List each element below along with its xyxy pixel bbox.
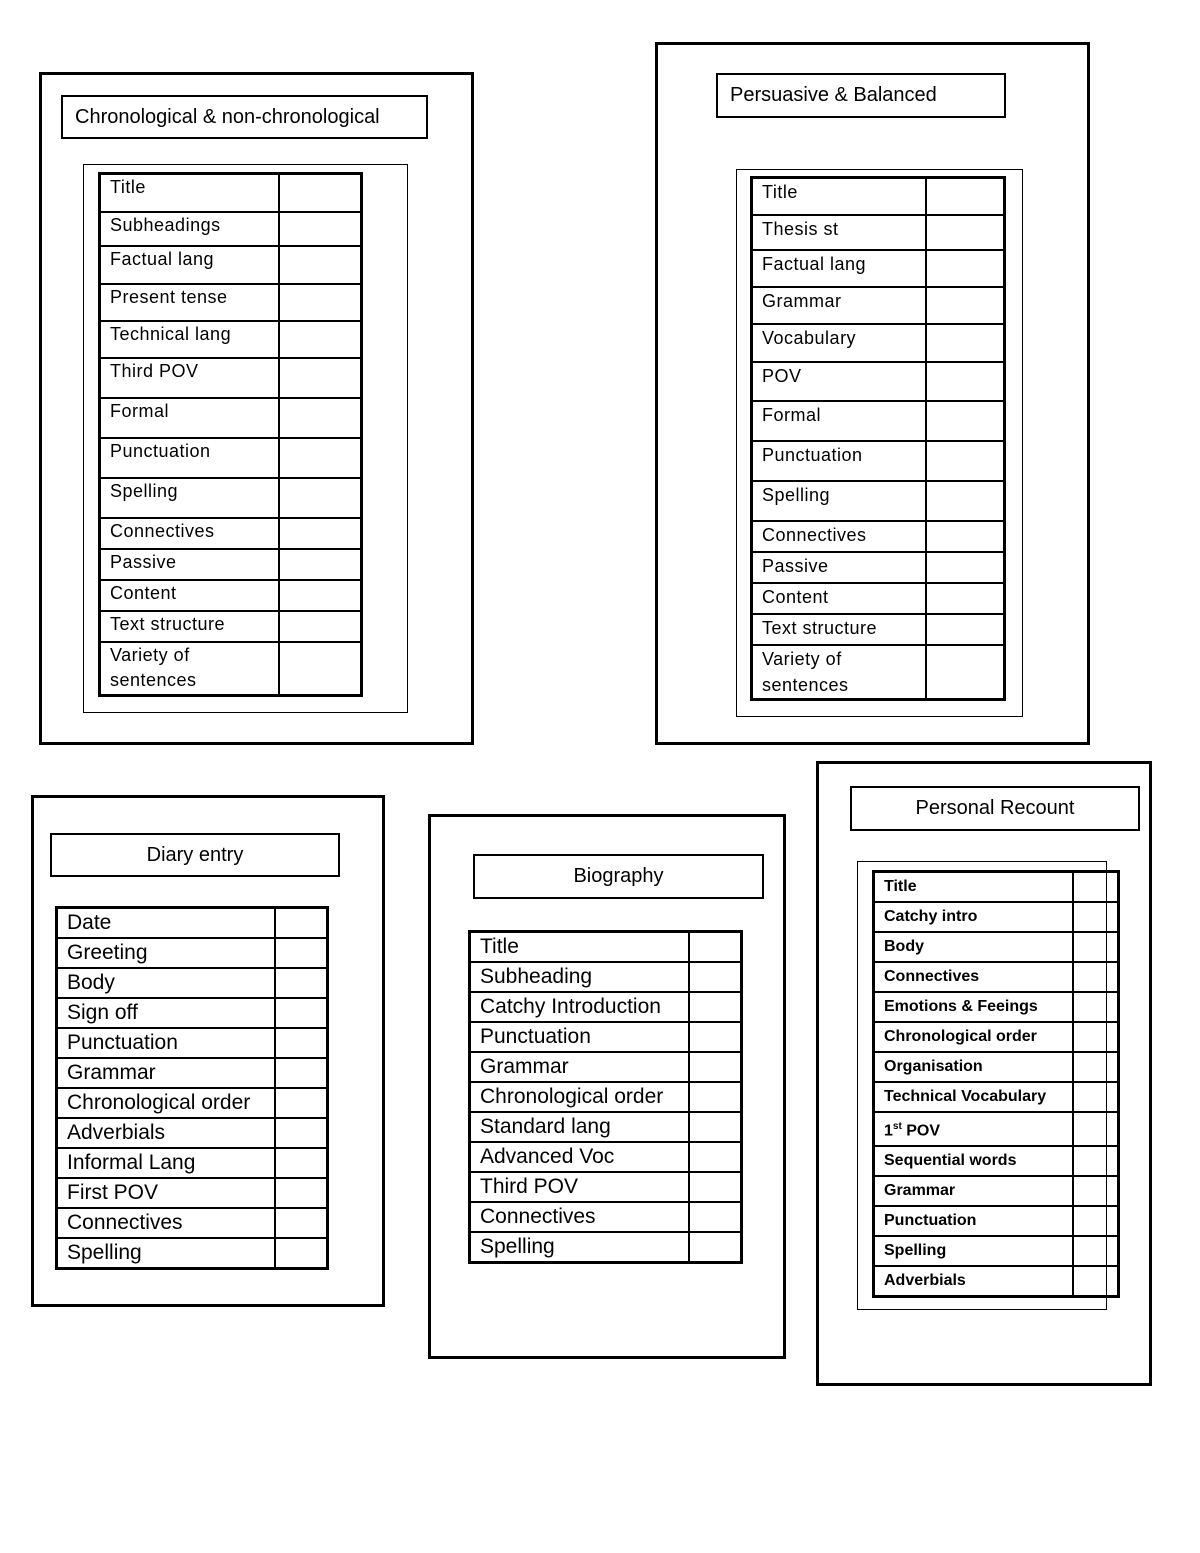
card-diary-entry [31, 795, 385, 1307]
criterion-label: Connectives [874, 962, 1073, 992]
criterion-label: Variety of sentences [100, 642, 280, 696]
criterion-label: Informal Lang [57, 1148, 275, 1178]
table-row [470, 1202, 742, 1232]
score-cell[interactable] [275, 1148, 328, 1178]
criterion-label: POV [752, 362, 927, 401]
table-row [100, 284, 362, 321]
table-row [57, 1088, 328, 1118]
table-row [100, 212, 362, 246]
score-cell[interactable] [279, 580, 361, 611]
table-row [874, 992, 1119, 1022]
table-row [57, 1208, 328, 1238]
criterion-label: Grammar [470, 1052, 689, 1082]
criterion-label: Punctuation [470, 1022, 689, 1052]
criterion-label: Content [752, 583, 927, 614]
table-row [874, 1176, 1119, 1206]
score-cell[interactable] [1073, 962, 1119, 992]
table-row [752, 362, 1005, 401]
criterion-label: Present tense [100, 284, 280, 321]
table-row [874, 932, 1119, 962]
card-persuasive [655, 42, 1090, 745]
score-cell[interactable] [689, 1052, 742, 1082]
criterion-label: Adverbials [874, 1266, 1073, 1297]
criterion-label: Connectives [470, 1202, 689, 1232]
score-cell[interactable] [279, 358, 361, 398]
table-row [470, 932, 742, 963]
card-personal-recount [816, 761, 1152, 1386]
table-row [470, 962, 742, 992]
criterion-label: Title [100, 174, 280, 212]
table-row [470, 1232, 742, 1263]
criterion-label: Organisation [874, 1052, 1073, 1082]
criterion-label: Grammar [57, 1058, 275, 1088]
score-cell[interactable] [279, 478, 361, 518]
score-cell[interactable] [279, 398, 361, 438]
criterion-label: Factual lang [752, 250, 927, 287]
criterion-label: Grammar [874, 1176, 1073, 1206]
table-row [470, 1022, 742, 1052]
score-cell[interactable] [279, 518, 361, 549]
criterion-label: Grammar [752, 287, 927, 324]
score-cell[interactable] [689, 1202, 742, 1232]
score-cell[interactable] [275, 1238, 328, 1269]
table-row [100, 478, 362, 518]
criterion-label: Passive [100, 549, 280, 580]
score-cell[interactable] [926, 481, 1004, 521]
score-cell[interactable] [926, 401, 1004, 441]
score-cell[interactable] [689, 1112, 742, 1142]
table-row [874, 962, 1119, 992]
table-row [752, 441, 1005, 481]
checklist-table [98, 172, 363, 697]
table-row [874, 1206, 1119, 1236]
table-row [752, 521, 1005, 552]
score-cell[interactable] [279, 549, 361, 580]
table-row [874, 1022, 1119, 1052]
table-row [57, 1118, 328, 1148]
pov-text: POV [901, 1122, 941, 1140]
score-cell[interactable] [689, 1022, 742, 1052]
card-title: Biography [473, 854, 764, 899]
table-row [100, 438, 362, 478]
table-row [57, 1028, 328, 1058]
criterion-label: Connectives [100, 518, 280, 549]
card-title: Personal Recount [850, 786, 1140, 831]
table-row [100, 358, 362, 398]
criterion-label: Factual lang [100, 246, 280, 284]
table-row [874, 902, 1119, 932]
table-row [57, 1178, 328, 1208]
table-row [57, 908, 328, 939]
table-row [100, 398, 362, 438]
criterion-label: Text structure [752, 614, 927, 645]
score-cell[interactable] [1073, 872, 1119, 903]
score-cell[interactable] [1073, 1022, 1119, 1052]
criterion-label: Passive [752, 552, 927, 583]
table-row [57, 1148, 328, 1178]
score-cell[interactable] [926, 441, 1004, 481]
score-cell[interactable] [275, 998, 328, 1028]
criterion-label [874, 1112, 1073, 1146]
score-cell[interactable] [275, 1028, 328, 1058]
score-cell[interactable] [279, 212, 361, 246]
criterion-label: Title [874, 872, 1073, 903]
table-row [874, 1266, 1119, 1297]
table-row [470, 1172, 742, 1202]
criterion-label: Subheading [470, 962, 689, 992]
table-row [100, 518, 362, 549]
table-row [874, 1236, 1119, 1266]
score-cell[interactable] [1073, 1146, 1119, 1176]
criterion-label: Body [874, 932, 1073, 962]
criterion-label: Technical lang [100, 321, 280, 358]
criterion-label: Third POV [100, 358, 280, 398]
score-cell[interactable] [926, 215, 1004, 250]
score-cell[interactable] [689, 962, 742, 992]
criterion-label: Chronological order [470, 1082, 689, 1112]
criterion-label: Catchy Introduction [470, 992, 689, 1022]
table-row [752, 401, 1005, 441]
score-cell[interactable] [689, 1172, 742, 1202]
score-cell[interactable] [275, 1208, 328, 1238]
criterion-label: Chronological order [874, 1022, 1073, 1052]
table-row [100, 174, 362, 212]
score-cell[interactable] [275, 1118, 328, 1148]
table-row [752, 481, 1005, 521]
criterion-label: Third POV [470, 1172, 689, 1202]
score-cell[interactable] [926, 178, 1004, 215]
criterion-label: Punctuation [752, 441, 927, 481]
score-cell[interactable] [926, 583, 1004, 614]
criterion-label: Formal [100, 398, 280, 438]
table-row [752, 178, 1005, 215]
score-cell[interactable] [275, 1178, 328, 1208]
criterion-label: Catchy intro [874, 902, 1073, 932]
score-cell[interactable] [689, 992, 742, 1022]
score-cell[interactable] [1073, 1052, 1119, 1082]
table-row [874, 1052, 1119, 1082]
criterion-label: Content [100, 580, 280, 611]
score-cell[interactable] [689, 1082, 742, 1112]
score-cell[interactable] [275, 1058, 328, 1088]
criterion-label: Greeting [57, 938, 275, 968]
card-title: Chronological & non-chronological [61, 95, 428, 139]
criterion-label: Vocabulary [752, 324, 927, 362]
score-cell[interactable] [926, 552, 1004, 583]
score-cell[interactable] [279, 284, 361, 321]
table-row [57, 998, 328, 1028]
table-row [752, 583, 1005, 614]
score-cell[interactable] [275, 968, 328, 998]
score-cell[interactable] [279, 438, 361, 478]
score-cell[interactable] [926, 645, 1004, 700]
score-cell[interactable] [275, 908, 328, 939]
score-cell[interactable] [926, 287, 1004, 324]
score-cell[interactable] [1073, 1176, 1119, 1206]
criterion-label: Title [470, 932, 689, 963]
table-row [100, 580, 362, 611]
score-cell[interactable] [279, 246, 361, 284]
criterion-label: Spelling [57, 1238, 275, 1269]
score-cell[interactable] [689, 1142, 742, 1172]
score-cell[interactable] [689, 1232, 742, 1263]
score-cell[interactable] [279, 174, 361, 212]
criterion-label: Thesis st [752, 215, 927, 250]
score-cell[interactable] [279, 321, 361, 358]
table-row [470, 1052, 742, 1082]
table-row [100, 549, 362, 580]
score-cell[interactable] [926, 521, 1004, 552]
table-row [874, 1146, 1119, 1176]
checklist-table [55, 906, 329, 1270]
criterion-label: First POV [57, 1178, 275, 1208]
card-biography [428, 814, 786, 1359]
criterion-label: Sign off [57, 998, 275, 1028]
score-cell[interactable] [1073, 1112, 1119, 1146]
table-row [57, 1238, 328, 1269]
criterion-label: Punctuation [57, 1028, 275, 1058]
score-cell[interactable] [1073, 992, 1119, 1022]
pov-number: 1 [884, 1122, 893, 1140]
score-cell[interactable] [926, 614, 1004, 645]
criterion-label: Spelling [470, 1232, 689, 1263]
score-cell[interactable] [689, 932, 742, 963]
card-chronological [39, 72, 474, 745]
table-row [100, 321, 362, 358]
score-cell[interactable] [1073, 1206, 1119, 1236]
criterion-label: Sequential words [874, 1146, 1073, 1176]
score-cell[interactable] [275, 1088, 328, 1118]
score-cell[interactable] [1073, 1236, 1119, 1266]
table-row [470, 1082, 742, 1112]
criterion-label: Text structure [100, 611, 280, 642]
table-row [752, 324, 1005, 362]
card-title: Diary entry [50, 833, 340, 877]
table-row [470, 1142, 742, 1172]
table-row [470, 1112, 742, 1142]
score-cell[interactable] [926, 362, 1004, 401]
score-cell[interactable] [1073, 1266, 1119, 1297]
pov-ordinal-suffix: st [892, 1121, 902, 1132]
criterion-label: Adverbials [57, 1118, 275, 1148]
criterion-label: Date [57, 908, 275, 939]
table-row [752, 614, 1005, 645]
criterion-label: Punctuation [874, 1206, 1073, 1236]
checklist-table [750, 176, 1006, 701]
table-row [874, 872, 1119, 903]
score-cell[interactable] [1073, 1082, 1119, 1112]
score-cell[interactable] [1073, 902, 1119, 932]
criterion-label: Subheadings [100, 212, 280, 246]
criterion-label: Chronological order [57, 1088, 275, 1118]
criterion-label: Variety of sentences [752, 645, 927, 700]
criterion-label: Formal [752, 401, 927, 441]
score-cell[interactable] [1073, 932, 1119, 962]
criterion-label: Advanced Voc [470, 1142, 689, 1172]
score-cell[interactable] [279, 642, 361, 696]
criterion-label: Connectives [752, 521, 927, 552]
table-row [100, 642, 362, 696]
card-title: Persuasive & Balanced [716, 73, 1006, 118]
score-cell[interactable] [275, 938, 328, 968]
criterion-label: Title [752, 178, 927, 215]
criterion-label: Emotions & Feeings [874, 992, 1073, 1022]
checklist-table [468, 930, 743, 1264]
table-row [100, 611, 362, 642]
score-cell[interactable] [279, 611, 361, 642]
criterion-label: Spelling [100, 478, 280, 518]
table-row [752, 645, 1005, 700]
table-row [470, 992, 742, 1022]
criterion-label: Spelling [874, 1236, 1073, 1266]
criterion-label: Technical Vocabulary [874, 1082, 1073, 1112]
criterion-label: Body [57, 968, 275, 998]
table-row [57, 1058, 328, 1088]
table-row [874, 1082, 1119, 1112]
score-cell[interactable] [926, 324, 1004, 362]
score-cell[interactable] [926, 250, 1004, 287]
criterion-label: Punctuation [100, 438, 280, 478]
table-row [752, 552, 1005, 583]
criterion-label: Connectives [57, 1208, 275, 1238]
table-row [874, 1112, 1119, 1146]
table-row [752, 250, 1005, 287]
table-row [57, 968, 328, 998]
criterion-label: Standard lang [470, 1112, 689, 1142]
criterion-label: Spelling [752, 481, 927, 521]
checklist-table [872, 870, 1120, 1298]
table-row [752, 215, 1005, 250]
table-row [752, 287, 1005, 324]
table-row [100, 246, 362, 284]
table-row [57, 938, 328, 968]
